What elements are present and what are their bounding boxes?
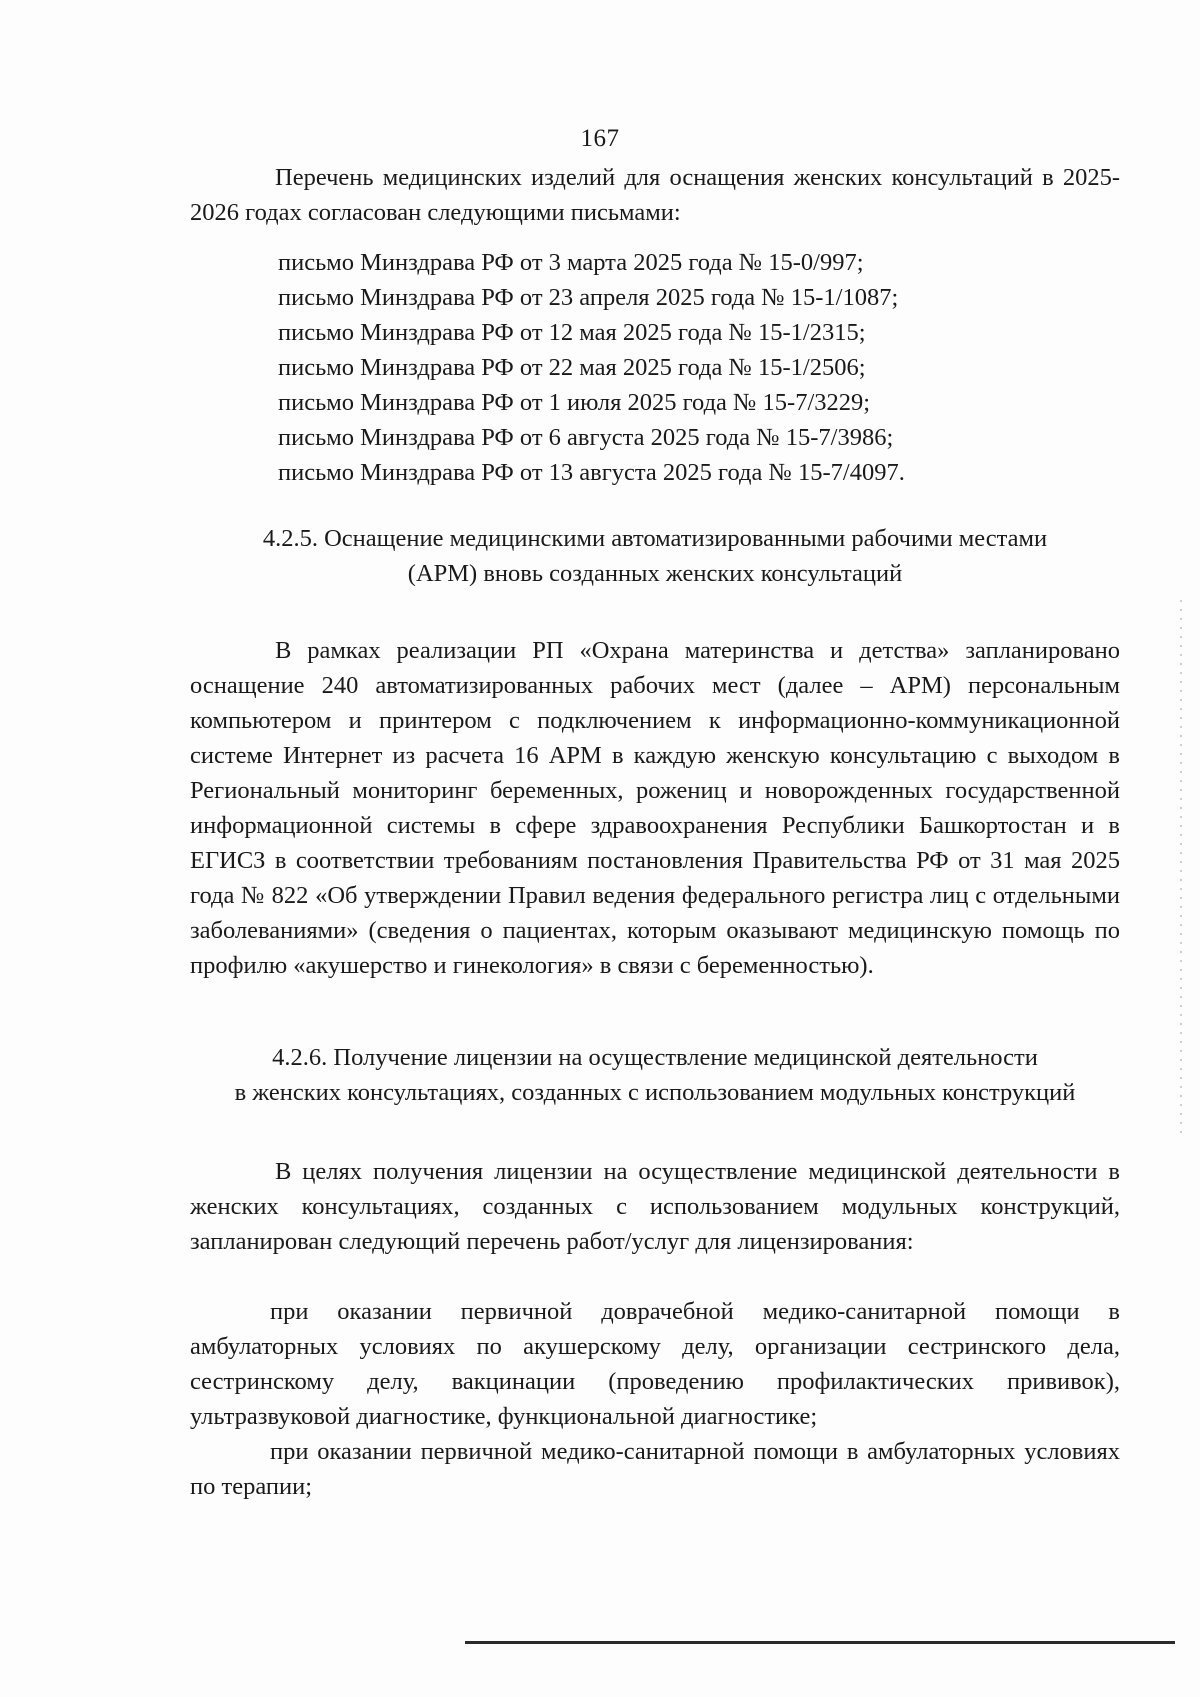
letter-item: письмо Минздрава РФ от 12 мая 2025 года № 15-1/2315; [278, 319, 866, 346]
letters-list [278, 245, 905, 490]
section-425-heading-line2: (АРМ) вновь созданных женских консультаций [407, 560, 903, 587]
letter-item: письмо Минздрава РФ от 23 апреля 2025 года № 15-1/1087; [278, 284, 899, 311]
section-426-body: В целях получения лицензии на осуществление медицинской деятельности в женских консультациях, созданных с использованием модульных конструкций, запланирован следующий перечень работ/услуг для лицензирования: [190, 1158, 1120, 1255]
section-426-heading [190, 1040, 1120, 1110]
letter-item: письмо Минздрава РФ от 13 августа 2025 года № 15-7/4097. [278, 459, 905, 486]
section-425-heading-line1: 4.2.5. Оснащение медицинскими автоматизированными рабочими местами [262, 525, 1048, 552]
section-425-body: В рамках реализации РП «Охрана материнства и детства» запланировано оснащение 240 автоматизированных рабочих мест (далее – АРМ) персональным компьютером и принтером с подключением к информационно-коммуникационной системе Интернет из расчета 16 АРМ в каждую женскую консультацию с выходом в Региональный мониторинг беременных, рожениц и новорожденных государственной информационной системы в сфере здравоохранения Республики Башкортостан и в ЕГИСЗ в соответствии требованиям постановления Правительства РФ от 31 мая 2025 года № 822 «Об утверждении Правил ведения федерального регистра лиц с отдельными заболеваниями» (сведения о пациентах, которым оказывают медицинскую помощь по профилю «акушерство и гинекология» в связи с беременностью). [190, 637, 1120, 979]
license-item-first: при оказании первичной доврачебной медико-санитарной помощи в амбулаторных условиях по акушерскому делу, организации сестринского дела, сестринскому делу, вакцинации (проведению профилактических прививок), ультразвуковой диагностике, функциональной диагностике; [190, 1298, 1120, 1430]
letter-item: письмо Минздрава РФ от 22 мая 2025 года № 15-1/2506; [278, 354, 866, 381]
license-item-second: при оказании первичной медико-санитарной помощи в амбулаторных условиях по терапии; [190, 1438, 1120, 1500]
page-number: 167 [580, 125, 620, 152]
section-426-heading-line2: в женских консультациях, созданных с использованием модульных конструкций [234, 1079, 1076, 1106]
scan-artifact [1180, 600, 1182, 1140]
letter-item: письмо Минздрава РФ от 6 августа 2025 года № 15-7/3986; [278, 424, 894, 451]
section-426-heading-line1: 4.2.6. Получение лицензии на осуществление медицинской деятельности [272, 1044, 1038, 1071]
footer-rule [465, 1641, 1175, 1644]
letter-item: письмо Минздрава РФ от 3 марта 2025 года № 15-0/997; [278, 249, 864, 276]
intro-paragraph: Перечень медицинских изделий для оснащения женских консультаций в 2025-2026 годах согласован следующими письмами: [190, 164, 1120, 226]
letter-item: письмо Минздрава РФ от 1 июля 2025 года № 15-7/3229; [278, 389, 871, 416]
section-425-heading [190, 521, 1120, 591]
